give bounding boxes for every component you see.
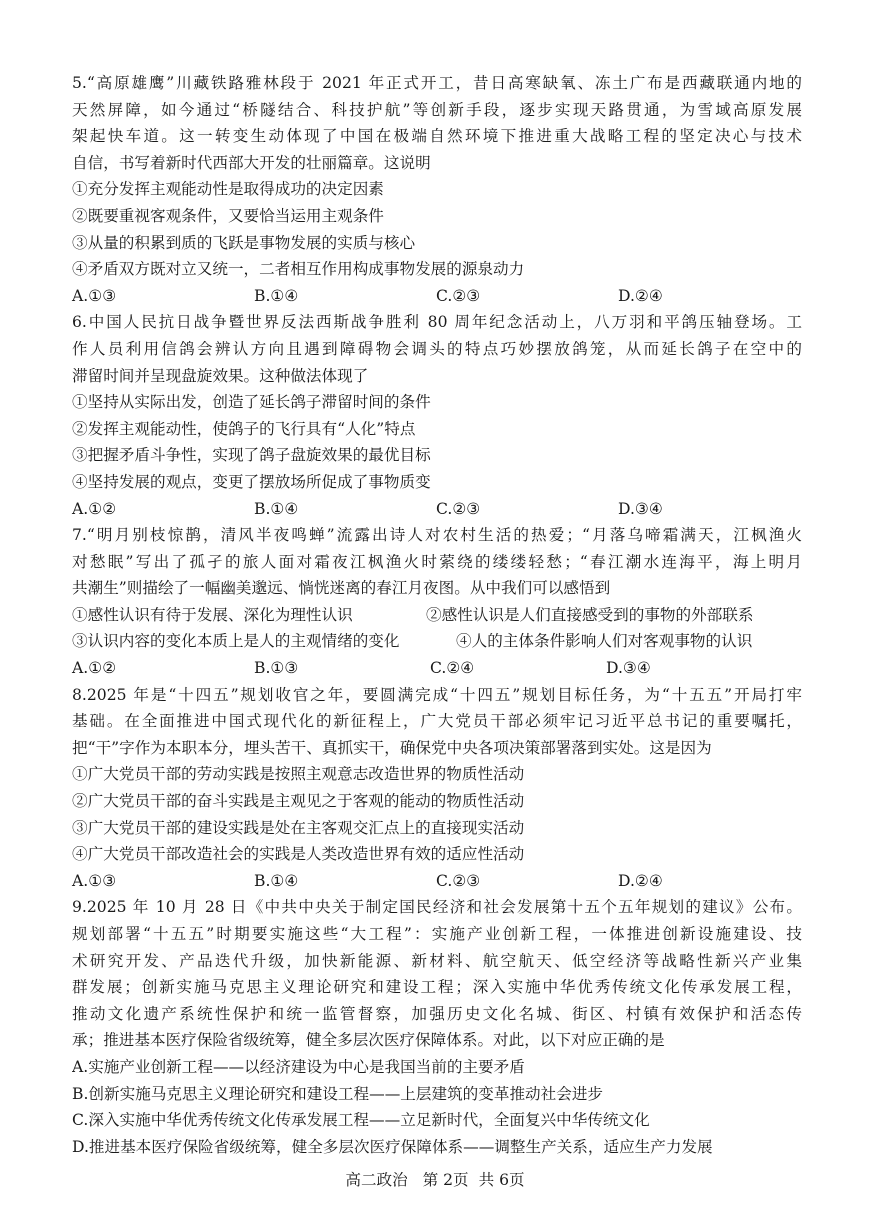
question-9-stem-line: 术研究开发、产品迭代升级，加快新能源、新材料、航空航天、低空经济等战略性新兴产业集 <box>72 951 802 970</box>
question-6-statement: ②发挥主观能动性，使鸽子的飞行具有“人化”特点 <box>72 419 416 438</box>
question-5-statement: ①充分发挥主观能动性是取得成功的决定因素 <box>72 180 384 199</box>
choice-d: D.③④ <box>618 499 663 518</box>
question-8 <box>72 682 802 895</box>
choice-c: C.②③ <box>436 499 481 518</box>
question-7-statement: ①感性认识有待于发展、深化为理性认识 <box>72 605 353 624</box>
question-8-stem-line: 8.2025 年是“十四五”规划收官之年，要圆满完成“十四五”规划目标任务，为“十五五”开局打牢 <box>72 685 802 704</box>
question-9-option-a: A.实施产业创新工程——以经济建设为中心是我国当前的主要矛盾 <box>72 1057 525 1076</box>
choice-c: C.②④ <box>430 659 475 678</box>
choice-d: D.③④ <box>606 659 651 678</box>
question-9-stem-line: 规划部署“十五五”时期要实施这些“大工程”：实施产业创新工程，一体推进创新设施建设、技 <box>72 925 802 943</box>
question-5-choices <box>72 283 802 310</box>
choice-a: A.①② <box>72 659 117 678</box>
choice-b: B.①④ <box>254 499 299 518</box>
question-7-statement: ③认识内容的变化本质上是人的主观情绪的变化 <box>72 632 400 651</box>
question-5-stem-line: 架起快车道。这一转变生动体现了中国在极端自然环境下推进重大战略工程的坚定决心与技术 <box>72 127 802 146</box>
question-5-statement: ③从量的积累到质的飞跃是事物发展的实质与核心 <box>72 233 416 252</box>
question-7-statement: ②感性认识是人们直接感受到的事物的外部联系 <box>426 605 754 624</box>
question-8-choices <box>72 868 802 895</box>
choice-c: C.②③ <box>436 286 481 305</box>
question-5-stem-line: 天然屏障，如今通过“桥隧结合、科技护航”等创新手段，逐步实现天路贯通，为雪域高原发展 <box>72 100 802 119</box>
question-7 <box>72 522 802 682</box>
choice-a: A.①③ <box>72 871 117 890</box>
choice-b: B.①③ <box>254 659 299 678</box>
choice-c: C.②③ <box>436 871 481 890</box>
question-9-stem-line: 群发展；创新实施马克思主义理论研究和建设工程；深入实施中华优秀传统文化传承发展工程， <box>72 978 802 997</box>
question-7-stem-line: 7.“明月别枝惊鹊，清风半夜鸣蝉”流露出诗人对农村生活的热爱；“月落乌啼霜满天，江枫渔火 <box>72 526 802 545</box>
choice-b: B.①④ <box>254 286 299 305</box>
question-9 <box>72 894 802 1160</box>
choice-d: D.②④ <box>618 871 663 890</box>
question-5-stem-line: 5.“高原雄鹰”川藏铁路雅林段于 2021 年正式开工，昔日高寒缺氧、冻土广布是西藏联通内地的 <box>72 74 802 92</box>
question-9-option-b: B.创新实施马克思主义理论研究和建设工程——上层建筑的变革推动社会进步 <box>72 1084 604 1103</box>
question-6 <box>72 309 802 522</box>
question-9-stem-line: 承；推进基本医疗保险省级统筹，健全多层次医疗保障体系。对此，以下对应正确的是 <box>72 1031 665 1050</box>
question-8-statement: ③广大党员干部的建设实践是处在主客观交汇点上的直接现实活动 <box>72 818 525 837</box>
question-6-stem-line: 作人员利用信鸽会辨认方向且遇到障碍物会调头的特点巧妙摆放鸽笼，从而延长鸽子在空中的 <box>72 339 802 358</box>
question-8-stem-line: 把“干”字作为本职本分，埋头苦干、真抓实干，确保党中央各项决策部署落到实处。这是因为 <box>72 738 712 757</box>
question-5-statement: ④矛盾双方既对立又统一，二者相互作用构成事物发展的源泉动力 <box>72 260 525 279</box>
question-7-statement-row <box>72 628 802 655</box>
question-7-choices <box>72 655 802 682</box>
question-6-statement: ④坚持发展的观点，变更了摆放场所促成了事物质变 <box>72 472 431 491</box>
question-7-stem-line: 对愁眠”写出了孤孑的旅人面对霜夜江枫渔火时萦绕的缕缕轻愁；“春江潮水连海平，海上明月 <box>72 552 802 571</box>
question-9-option-c: C.深入实施中华优秀传统文化传承发展工程——立足新时代，全面复兴中华传统文化 <box>72 1111 650 1130</box>
page-footer: 高二政治 第 2页 共 6页 <box>345 1171 525 1189</box>
question-7-statement: ④人的主体条件影响人们对客观事物的认识 <box>456 632 753 651</box>
question-9-option-d: D.推进基本医疗保险省级统筹，健全多层次医疗保障体系——调整生产关系，适应生产力发展 <box>72 1137 713 1156</box>
question-6-stem-line: 滞留时间并呈现盘旋效果。这种做法体现了 <box>72 366 369 385</box>
question-5-statement: ②既要重视客观条件，又要恰当运用主观条件 <box>72 206 384 225</box>
question-8-statement: ④广大党员干部改造社会的实践是人类改造世界有效的适应性活动 <box>72 845 525 864</box>
question-9-stem-line: 9.2025 年 10 月 28 日《中共中央关于制定国民经济和社会发展第十五个五年规划的建议》公布。 <box>72 898 802 917</box>
question-6-stem-line: 6.中国人民抗日战争暨世界反法西斯战争胜利 80 周年纪念活动上，八万羽和平鸽压轴登场。工 <box>72 313 802 332</box>
question-8-stem-line: 基础。在全面推进中国式现代化的新征程上，广大党员干部必须牢记习近平总书记的重要嘱托， <box>72 712 802 731</box>
question-6-choices <box>72 496 802 523</box>
question-9-stem-line: 推动文化遗产系统性保护和统一监管督察，加强历史文化名城、街区、村镇有效保护和活态传 <box>72 1004 802 1023</box>
question-7-statement-row <box>72 602 802 629</box>
question-5-stem-line: 自信，书写着新时代西部大开发的壮丽篇章。这说明 <box>72 153 431 172</box>
question-6-statement: ①坚持从实际出发，创造了延长鸽子滞留时间的条件 <box>72 393 431 412</box>
question-8-statement: ①广大党员干部的劳动实践是按照主观意志改造世界的物质性活动 <box>72 765 525 784</box>
choice-a: A.①② <box>72 499 117 518</box>
choice-b: B.①④ <box>254 871 299 890</box>
choice-a: A.①③ <box>72 286 117 305</box>
exam-page <box>72 70 802 1160</box>
question-8-statement: ②广大党员干部的奋斗实践是主观见之于客观的能动的物质性活动 <box>72 792 525 811</box>
question-6-statement: ③把握矛盾斗争性，实现了鸽子盘旋效果的最优目标 <box>72 446 431 465</box>
question-7-stem-line: 共潮生”则描绘了一幅幽美邈远、惝恍迷离的春江月夜图。从中我们可以感悟到 <box>72 579 611 598</box>
choice-d: D.②④ <box>618 286 663 305</box>
question-5 <box>72 70 802 309</box>
